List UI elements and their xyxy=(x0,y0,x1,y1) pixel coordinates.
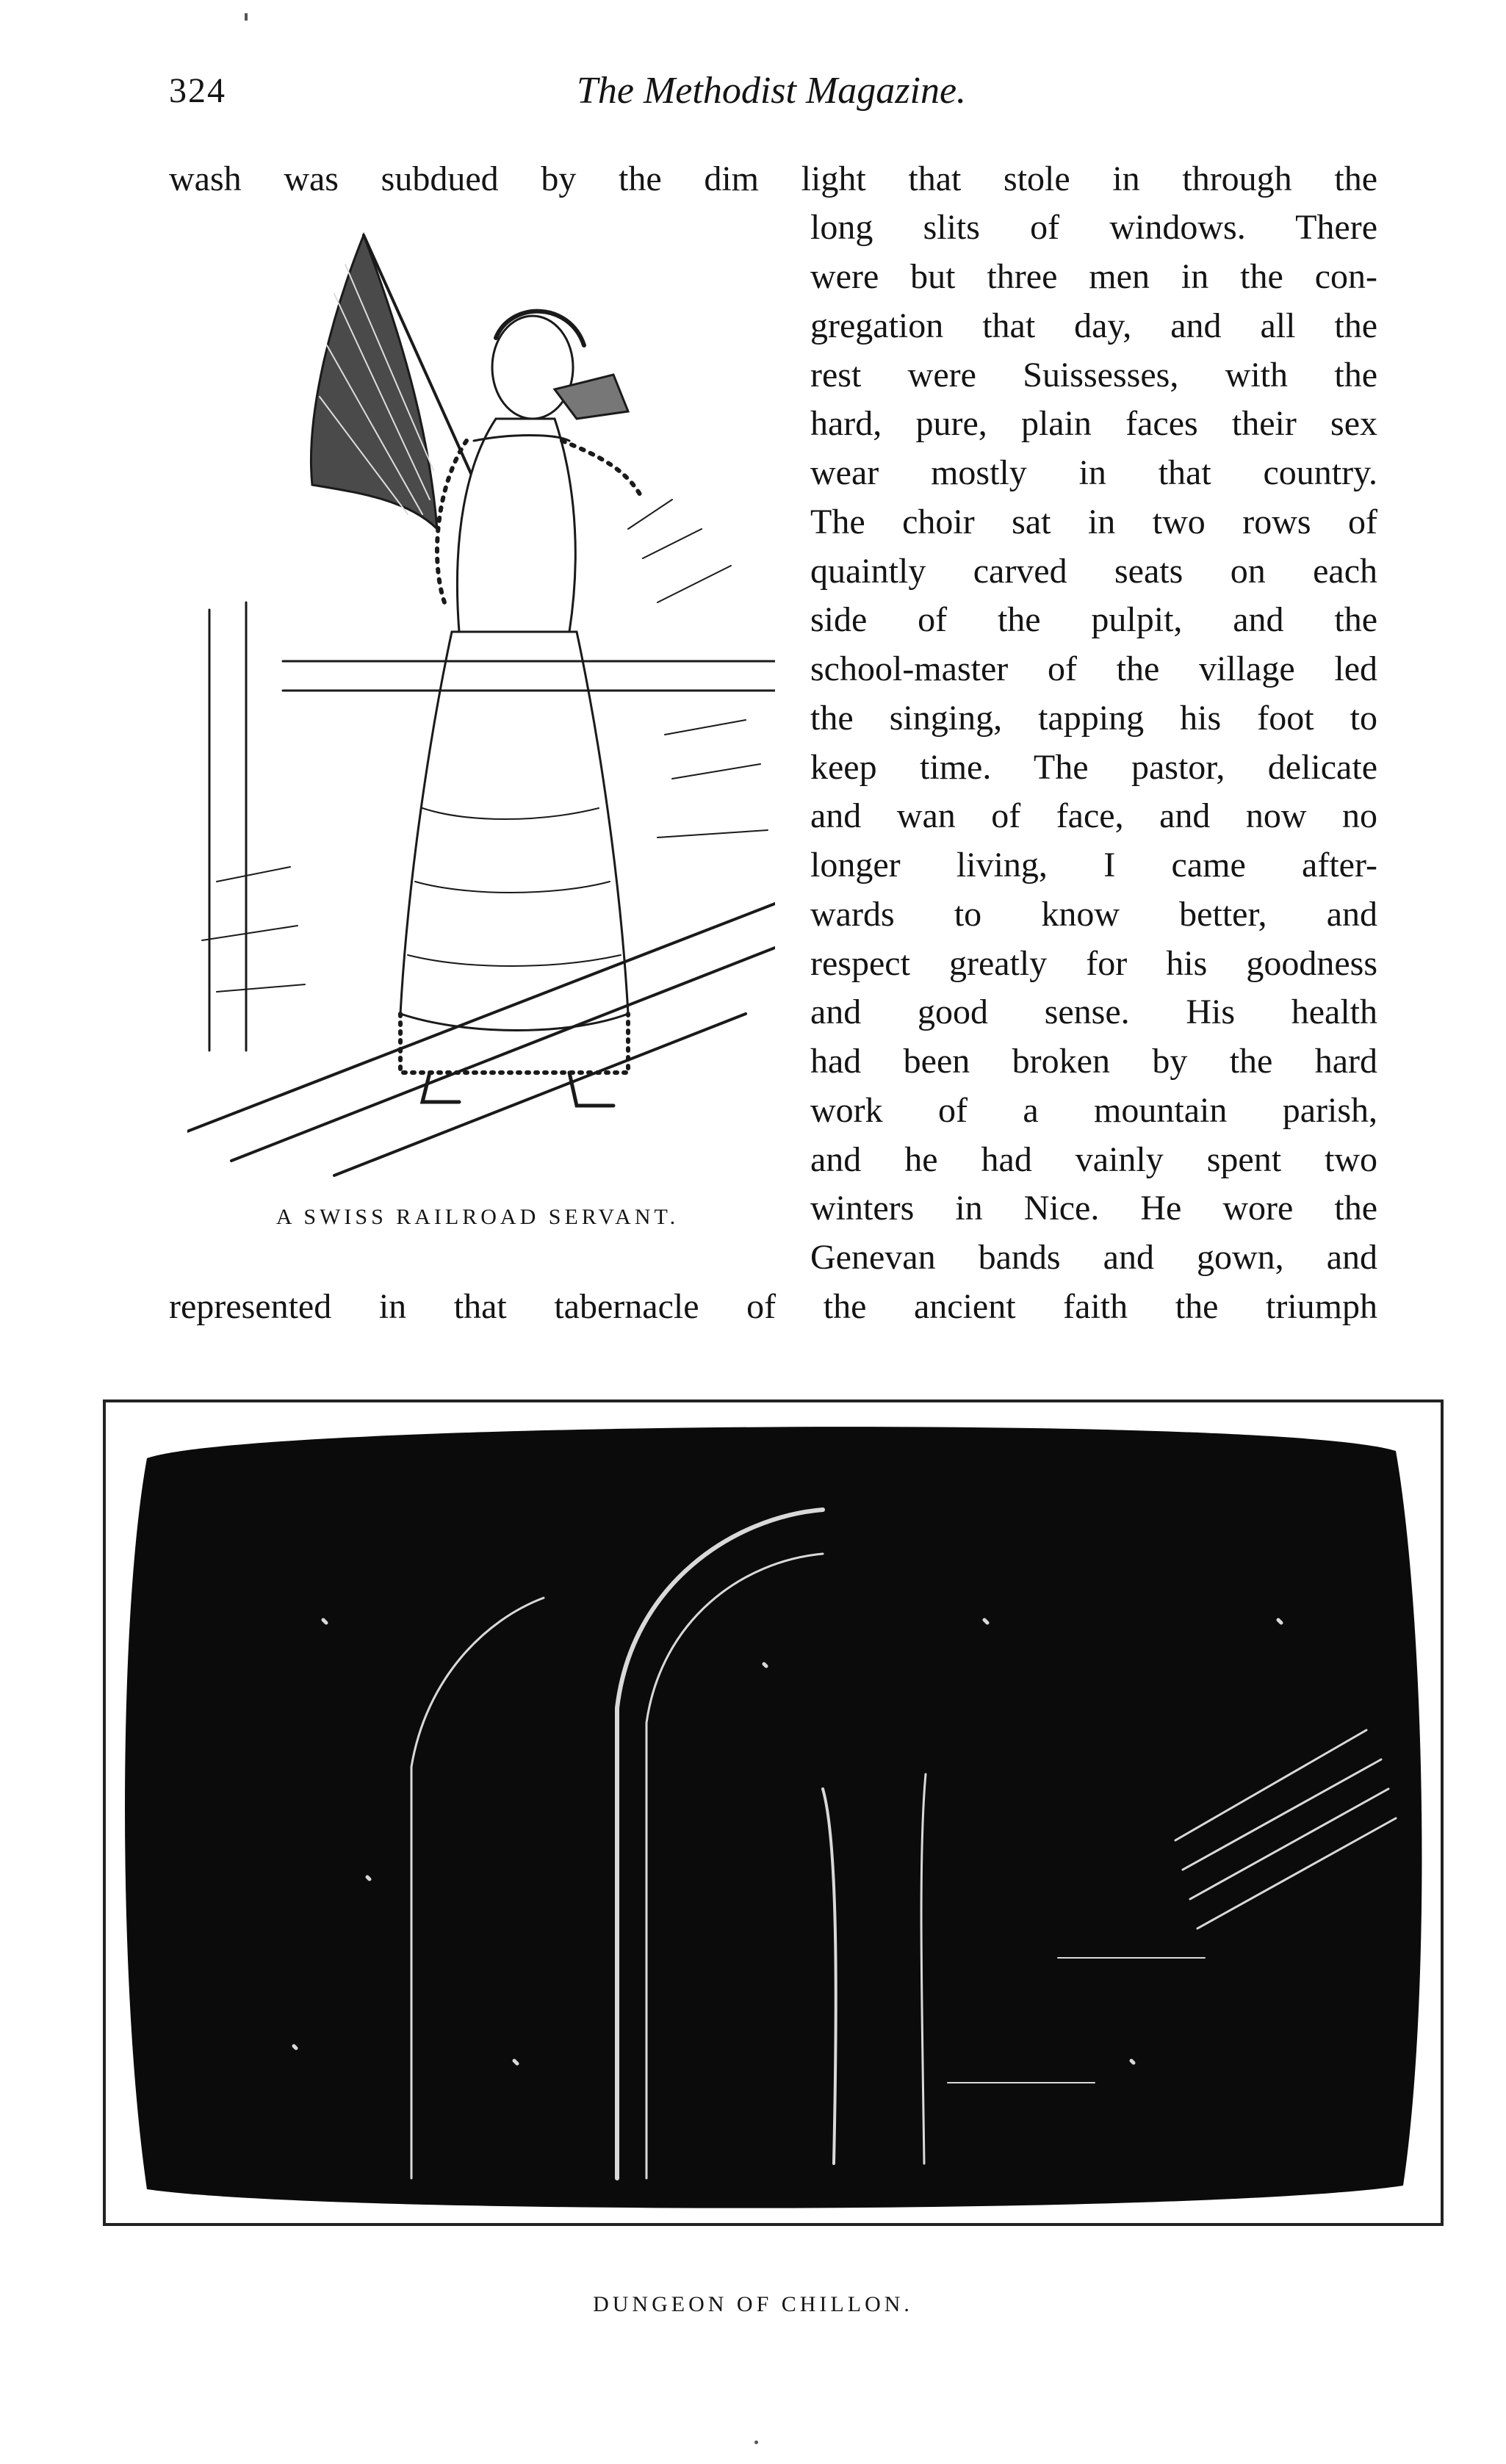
scan-mark-top xyxy=(245,13,248,21)
text-line: school-master of the village led xyxy=(810,649,1377,688)
text-line: respect greatly for his goodness xyxy=(810,944,1377,983)
page-number: 324 xyxy=(169,71,226,110)
text-line: work of a mountain parish, xyxy=(810,1091,1377,1130)
text-line: wards to know better, and xyxy=(810,895,1377,934)
figure-caption: A SWISS RAILROAD SERVANT. xyxy=(275,1205,680,1229)
text-line: were but three men in the con- xyxy=(810,257,1377,296)
text-line: wash was subdued by the dim light that stole in through the xyxy=(169,159,1377,198)
text-line: side of the pulpit, and the xyxy=(810,600,1377,639)
text-line: keep time. The pastor, delicate xyxy=(810,748,1377,787)
text-line: and he had vainly spent two xyxy=(810,1140,1377,1179)
text-line: rest were Suissesses, with the xyxy=(810,356,1377,395)
text-line: quaintly carved seats on each xyxy=(810,552,1377,591)
text-line: and wan of face, and now no xyxy=(810,796,1377,835)
text-line: The choir sat in two rows of xyxy=(810,502,1377,541)
dungeon-illustration xyxy=(103,1399,1444,2226)
text-line: long slits of windows. There xyxy=(810,208,1377,247)
figure-caption: DUNGEON OF CHILLON. xyxy=(593,2292,913,2316)
text-line: hard, pure, plain faces their sex xyxy=(810,404,1377,443)
text-line: and good sense. His health xyxy=(810,993,1377,1031)
railroad-servant-illustration xyxy=(187,220,775,1190)
text-line: wear mostly in that country. xyxy=(810,453,1377,492)
scan-mark-bottom xyxy=(754,2440,758,2444)
text-line: gregation that day, and all the xyxy=(810,306,1377,345)
text-line: longer living, I came after- xyxy=(810,846,1377,885)
text-line: represented in that tabernacle of the ancient faith the triumph xyxy=(169,1287,1377,1326)
text-line: the singing, tapping his foot to xyxy=(810,699,1377,738)
text-line: winters in Nice. He wore the xyxy=(810,1189,1377,1228)
text-line: Genevan bands and gown, and xyxy=(810,1238,1377,1277)
text-line: had been broken by the hard xyxy=(810,1042,1377,1081)
running-head: The Methodist Magazine. xyxy=(576,70,967,112)
